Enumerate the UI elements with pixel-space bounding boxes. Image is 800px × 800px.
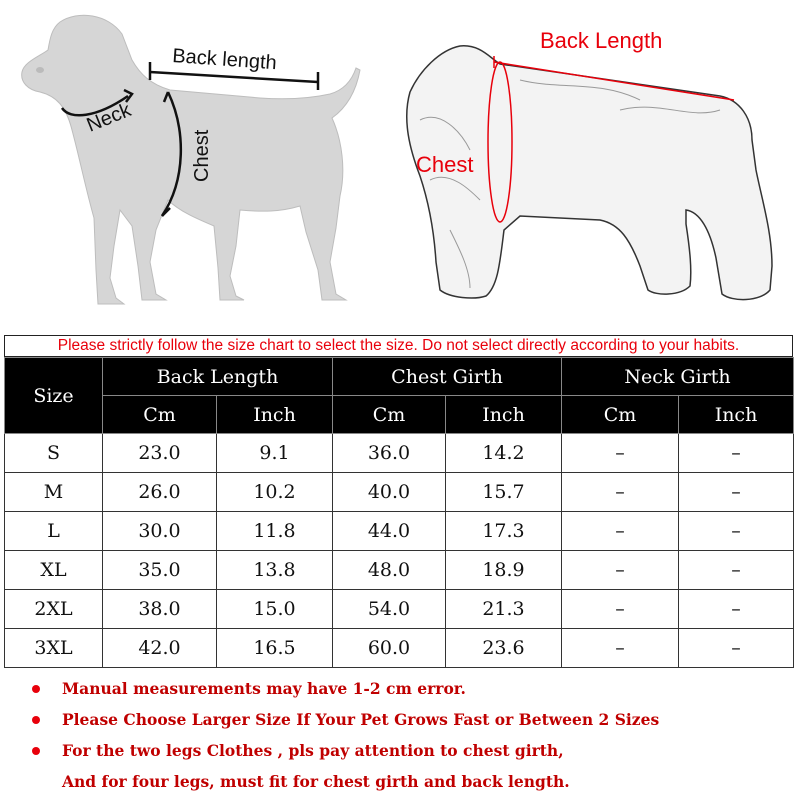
note-text: For the two legs Clothes , pls pay attention to chest girth, xyxy=(62,741,564,760)
table-cell: 16.5 xyxy=(217,629,333,668)
table-row xyxy=(5,512,794,551)
table-cell: 17.3 xyxy=(446,512,562,551)
table-cell: 11.8 xyxy=(217,512,333,551)
unit-header: Inch xyxy=(446,396,562,434)
table-cell: 54.0 xyxy=(333,590,446,629)
size-cell: M xyxy=(5,473,103,512)
note-text: Please Choose Larger Size If Your Pet Grows Fast or Between 2 Sizes xyxy=(62,710,660,729)
table-cell: 13.8 xyxy=(217,551,333,590)
bullet-icon xyxy=(32,747,40,755)
note-text: And for four legs, must fit for chest girth and back length. xyxy=(62,772,570,791)
dog-chest-label: Chest xyxy=(191,129,213,182)
table-cell: – xyxy=(679,473,794,512)
table-cell: 15.0 xyxy=(217,590,333,629)
unit-header: Cm xyxy=(333,396,446,434)
notes-list xyxy=(30,673,790,797)
unit-header: Inch xyxy=(679,396,794,434)
garment-chest-label: Chest xyxy=(416,152,474,177)
size-column-header: Size xyxy=(5,358,103,434)
chest-girth-group-header: Chest Girth xyxy=(333,358,562,396)
table-row xyxy=(5,473,794,512)
table-cell: 10.2 xyxy=(217,473,333,512)
table-cell: – xyxy=(679,551,794,590)
table-cell: – xyxy=(679,629,794,668)
table-cell: 38.0 xyxy=(103,590,217,629)
size-rows xyxy=(5,434,794,668)
note-item xyxy=(30,704,790,735)
unit-header: Inch xyxy=(217,396,333,434)
table-cell: – xyxy=(562,473,679,512)
table-cell: – xyxy=(562,629,679,668)
table-row xyxy=(5,590,794,629)
bullet-icon xyxy=(32,716,40,724)
table-cell: 44.0 xyxy=(333,512,446,551)
unit-header: Cm xyxy=(562,396,679,434)
table-cell: – xyxy=(562,590,679,629)
note-item-continuation xyxy=(30,766,790,797)
table-cell: 23.0 xyxy=(103,434,217,473)
dog-neck-label: Neck xyxy=(83,99,135,137)
size-cell: 3XL xyxy=(5,629,103,668)
back-length-group-header: Back Length xyxy=(103,358,333,396)
garment-back-length-label: Back Length xyxy=(540,28,663,53)
table-cell: 42.0 xyxy=(103,629,217,668)
table-cell: 40.0 xyxy=(333,473,446,512)
table-cell: – xyxy=(562,434,679,473)
table-cell: 30.0 xyxy=(103,512,217,551)
note-text: Manual measurements may have 1-2 cm error. xyxy=(62,679,466,698)
bullet-icon xyxy=(32,685,40,693)
unit-header: Cm xyxy=(103,396,217,434)
note-item xyxy=(30,735,790,766)
note-item xyxy=(30,673,790,704)
table-cell: 21.3 xyxy=(446,590,562,629)
dog-back-length-label: Back length xyxy=(171,45,278,75)
table-cell: 23.6 xyxy=(446,629,562,668)
table-cell: 60.0 xyxy=(333,629,446,668)
table-cell: 18.9 xyxy=(446,551,562,590)
table-row xyxy=(5,434,794,473)
table-cell: 15.7 xyxy=(446,473,562,512)
table-cell: – xyxy=(679,512,794,551)
table-cell: 9.1 xyxy=(217,434,333,473)
table-row xyxy=(5,629,794,668)
size-cell: XL xyxy=(5,551,103,590)
size-chart-table xyxy=(4,357,794,668)
table-row xyxy=(5,551,794,590)
size-cell: S xyxy=(5,434,103,473)
size-cell: L xyxy=(5,512,103,551)
table-cell: – xyxy=(562,512,679,551)
table-cell: 36.0 xyxy=(333,434,446,473)
table-cell: – xyxy=(679,590,794,629)
table-cell: 35.0 xyxy=(103,551,217,590)
table-cell: – xyxy=(679,434,794,473)
table-cell: 48.0 xyxy=(333,551,446,590)
table-cell: 14.2 xyxy=(446,434,562,473)
size-warning-banner: Please strictly follow the size chart to select the size. Do not select directly according to your habits. xyxy=(4,335,793,357)
table-cell: 26.0 xyxy=(103,473,217,512)
neck-girth-group-header: Neck Girth xyxy=(562,358,794,396)
table-cell: – xyxy=(562,551,679,590)
size-cell: 2XL xyxy=(5,590,103,629)
measurement-illustration xyxy=(0,0,800,335)
